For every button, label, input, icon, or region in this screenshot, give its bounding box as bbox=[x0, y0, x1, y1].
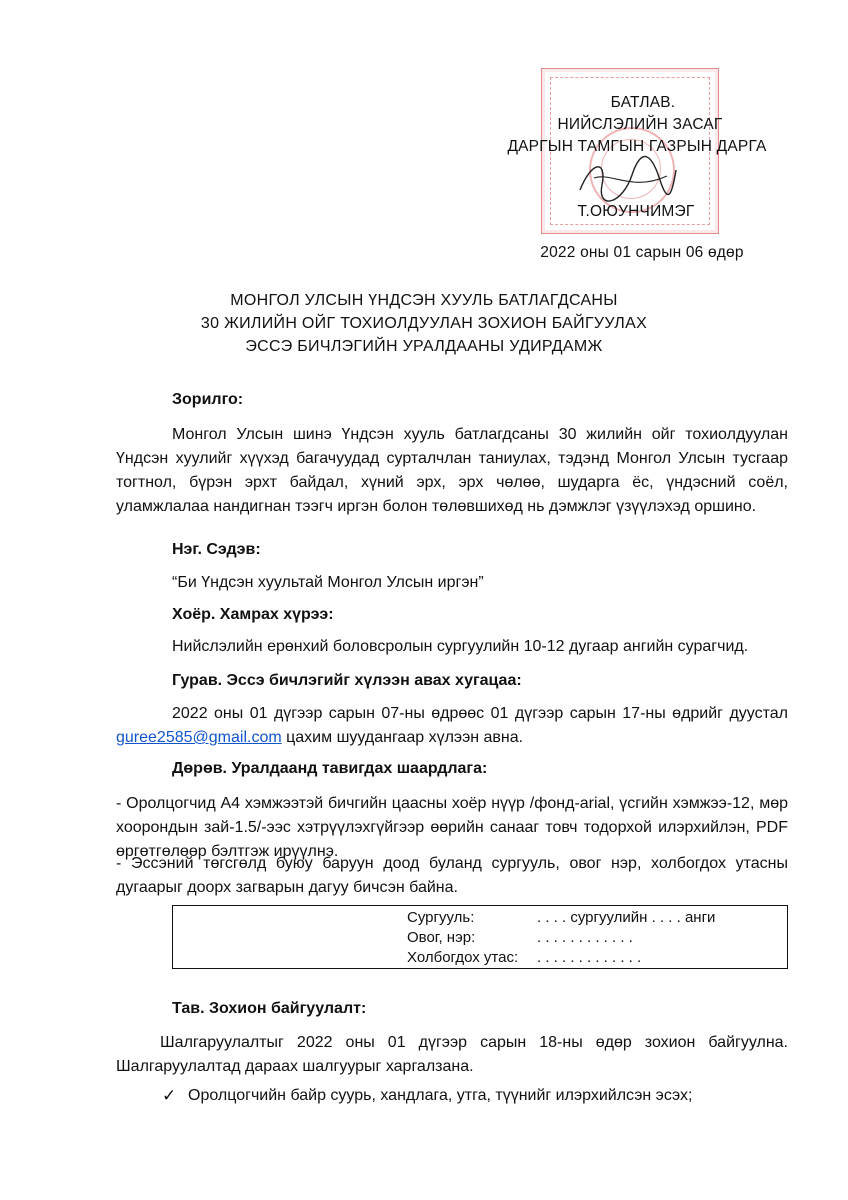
approval-position-line1: НИЙСЛЭЛИЙН ЗАСАГ bbox=[557, 116, 723, 133]
signature bbox=[572, 150, 682, 210]
approver-name: Т.ОЮУНЧИМЭГ bbox=[577, 203, 695, 220]
section-requirements-heading: Дөрөв. Уралдаанд тавигдах шаардлага: bbox=[172, 760, 488, 777]
section-deadline-text bbox=[116, 702, 788, 750]
template-school-label: Сургууль: bbox=[407, 909, 475, 926]
approval-heading: БАТЛАВ. bbox=[610, 94, 676, 111]
template-phone-value: . . . . . . . . . . . . . bbox=[537, 949, 642, 966]
section-organization-heading: Тав. Зохион байгуулалт: bbox=[172, 1000, 367, 1017]
section-topic-text: “Би Үндсэн хуультай Монгол Улсын иргэн” bbox=[172, 574, 484, 591]
section-topic-heading: Нэг. Сэдэв: bbox=[172, 541, 261, 558]
deadline-text-end: цахим шуудангаар хүлээн авна. bbox=[281, 729, 524, 746]
checkmark-icon: ✓ bbox=[162, 1086, 177, 1105]
section-goal-text: Монгол Улсын шинэ Үндсэн хууль батлагдсаны 30 жилийн ойг тохиолдуулан Үндсэн хуулийг хүүхэд багачуудад сурталчлан таниулах, тэдэнд Монгол Улсын тусгаар тогтнол, бүрэн эрхт байдал, хүний эрх, эрх чөлөө, шударга ёс, үндэсний соёл, уламжлалаа нандигнан тээгч иргэн болон төлөвшихөд нь дэмжлэг үзүүлэхэд оршино. bbox=[116, 426, 788, 515]
requirements-item-1: - Оролцогчид А4 хэмжээтэй бичгийн цаасны хоёр нүүр /фонд-arial, үсгийн хэмжээ-12, мөр хоорондын зай-1.5/-ээс хэтрүүлэхгүйгээр өөрийн санааг товч тодорхой илэрхийлэн, PDF өргөтгөлөөр бэлтгэж ирүүлнэ. bbox=[116, 795, 788, 860]
document-title-line3: ЭССЭ БИЧЛЭГИЙН УРАЛДААНЫ УДИРДАМЖ bbox=[245, 338, 603, 355]
deadline-text-start: 2022 оны 01 дүгээр сарын 07-ны өдрөөс 01 дүгээр сарын 17-ны өдрийг дуустал bbox=[172, 705, 788, 722]
section-scope-text: Нийслэлийн ерөнхий боловсролын сургуулийн 10-12 дугаар ангийн сурагчид. bbox=[172, 638, 749, 655]
template-school-value: . . . . сургуулийн . . . . анги bbox=[537, 909, 716, 926]
approval-date: 2022 оны 01 сарын 06 өдөр bbox=[540, 244, 744, 261]
section-organization-text: Шалгаруулалтыг 2022 оны 01 дүгээр сарын 18-ны өдөр зохион байгуулна. Шалгаруулалтад дараах шалгуурыг харгалзана. bbox=[116, 1034, 788, 1075]
contact-email-link[interactable]: guree2585@gmail.com bbox=[116, 729, 282, 746]
document-title-line2: 30 ЖИЛИЙН ОЙГ ТОХИОЛДУУЛАН ЗОХИОН БАЙГУУЛАХ bbox=[200, 315, 648, 332]
template-name-label: Овог, нэр: bbox=[407, 929, 476, 946]
section-scope-heading: Хоёр. Хамрах хүрээ: bbox=[172, 606, 334, 623]
section-goal-heading: Зорилго: bbox=[172, 391, 244, 408]
requirements-item-2: - Эссэний төгсгөлд буюу баруун доод буланд сургууль, овог нэр, холбогдох утасны дугаарыг доорх загварын дагуу бичсэн байна. bbox=[116, 855, 788, 896]
document-title-line1: МОНГОЛ УЛСЫН ҮНДСЭН ХУУЛЬ БАТЛАГДСАНЫ bbox=[230, 292, 618, 309]
template-name-value: . . . . . . . . . . . . bbox=[537, 929, 633, 946]
template-phone-label: Холбогдох утас: bbox=[407, 949, 519, 966]
contact-info-template-box bbox=[172, 905, 788, 969]
approval-position-line2: ДАРГЫН ТАМГЫН ГАЗРЫН ДАРГА bbox=[507, 138, 767, 155]
criteria-item-1: Оролцогчийн байр суурь, хандлага, утга, түүнийг илэрхийлсэн эсэх; bbox=[188, 1087, 693, 1104]
section-deadline-heading: Гурав. Эссэ бичлэгийг хүлээн авах хугацаа: bbox=[172, 672, 522, 689]
